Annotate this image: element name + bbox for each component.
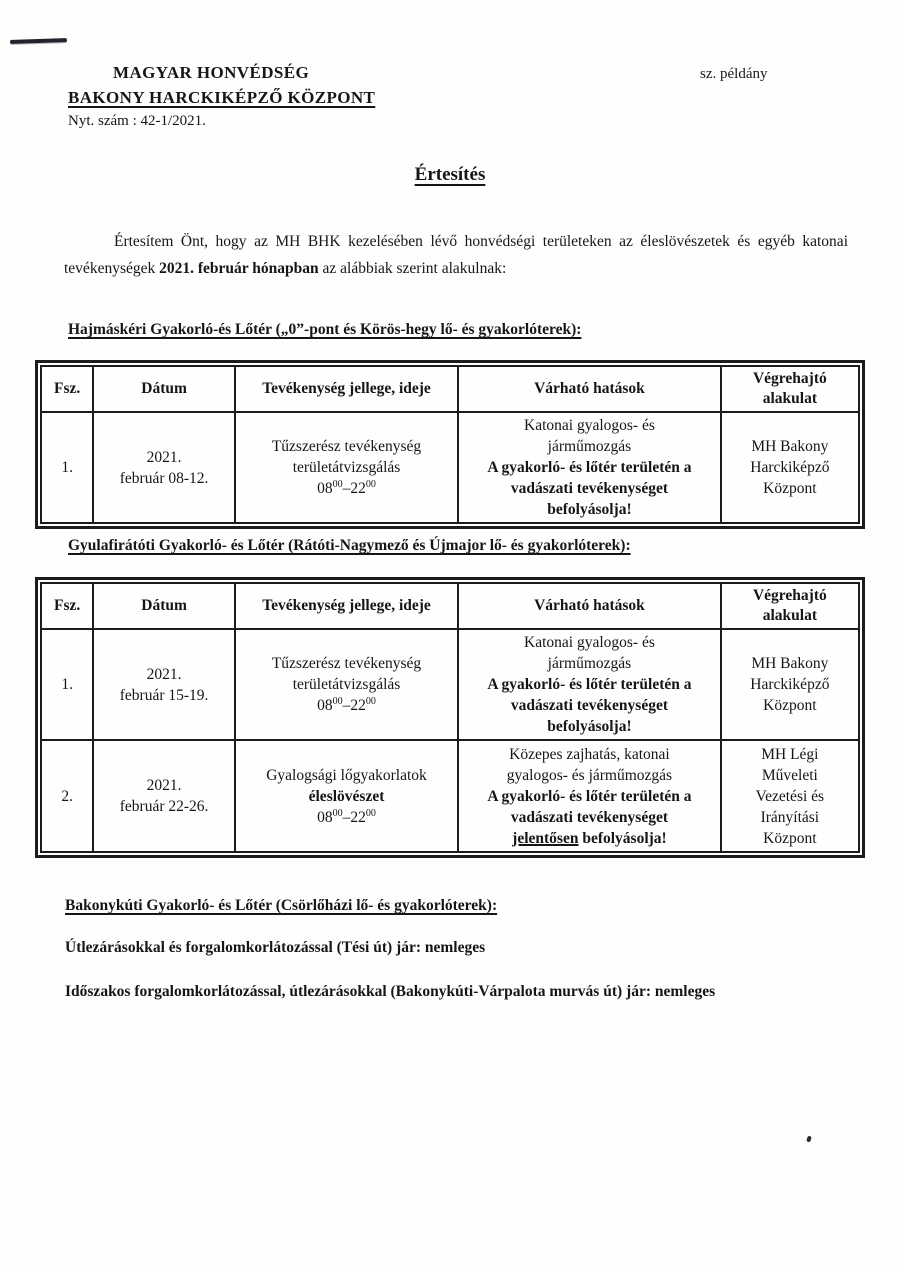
scan-artifact-line xyxy=(10,38,67,44)
cell-effects: Közepes zajhatás, katonai gyalogos- és járműmozgás A gyakorló- és lőtér területén a vadászati tevékenységet jelentősen befolyásolja! xyxy=(458,740,721,852)
activity-time: $08^{00}-22^{00}$ xyxy=(317,478,376,497)
registry-number: Nyt. szám : 42-1/2021. xyxy=(68,113,206,129)
org-name-line2: BAKONY HARCKIKÉPZŐ KÖZPONT xyxy=(68,88,376,107)
col-header-vegrehajto: Végrehajtó alakulat xyxy=(721,583,859,629)
table-gyulafiratoti xyxy=(35,577,865,858)
col-header-fsz: Fsz. xyxy=(41,583,93,629)
cell-date: 2021. február 08-12. xyxy=(93,412,235,523)
cell-unit: MH Bakony Harckiképző Központ xyxy=(721,412,859,523)
table-row xyxy=(41,740,859,852)
cell-fsz: 2. xyxy=(41,740,93,852)
intro-text-2: az alábbiak szerint alakulnak: xyxy=(318,260,507,277)
scan-speck xyxy=(806,1136,812,1143)
road-closure-line-2: Időszakos forgalomkorlátozással, útlezárásokkal (Bakonykúti-Várpalota murvás út) jár: nemleges xyxy=(65,983,716,1000)
cell-activity: Tűzszerész tevékenység területátvizsgálás $08^{00}-22^{00}$ xyxy=(235,629,458,740)
road-closure-line-1: Útlezárásokkal és forgalomkorlátozással (Tési út) jár: nemleges xyxy=(65,939,486,956)
cell-fsz: 1. xyxy=(41,629,93,740)
col-header-vegrehajto: Végrehajtó alakulat xyxy=(721,366,859,412)
table-header-row xyxy=(41,366,859,412)
cell-date: 2021. február 22-26. xyxy=(93,740,235,852)
col-header-tevekenyseg: Tevékenység jellege, ideje xyxy=(235,583,458,629)
cell-activity: Gyalogsági lőgyakorlatok éleslövészet $08^{00}-22^{00}$ xyxy=(235,740,458,852)
table-hajmaskeri xyxy=(35,360,865,529)
table-row xyxy=(41,629,859,740)
org-name-line1: MAGYAR HONVÉDSÉG xyxy=(113,63,310,82)
col-header-varhato: Várható hatások xyxy=(458,583,721,629)
col-header-datum: Dátum xyxy=(93,583,235,629)
col-header-fsz: Fsz. xyxy=(41,366,93,412)
cell-unit: MH Légi Műveleti Vezetési és Irányítási Központ xyxy=(721,740,859,852)
document-title: Értesítés xyxy=(414,164,486,185)
col-header-tevekenyseg: Tevékenység jellege, ideje xyxy=(235,366,458,412)
intro-paragraph xyxy=(64,228,848,282)
table-row xyxy=(41,412,859,523)
section-heading-bakonykuti: Bakonykúti Gyakorló- és Lőtér (Csörlőházi lő- és gyakorlóterek): xyxy=(65,897,498,914)
intro-text-bold: 2021. február hónapban xyxy=(159,260,319,277)
table-header-row xyxy=(41,583,859,629)
intro-text-1: Értesítem Önt, hogy az MH BHK kezelésében lévő honvédségi területeken az éleslövészetek és egyéb katonai tevékenységek xyxy=(64,233,848,277)
col-header-datum: Dátum xyxy=(93,366,235,412)
cell-unit: MH Bakony Harckiképző Központ xyxy=(721,629,859,740)
activity-time: $08^{00}-22^{00}$ xyxy=(317,695,376,714)
col-header-varhato: Várható hatások xyxy=(458,366,721,412)
section-heading-hajmaskeri: Hajmáskéri Gyakorló-és Lőtér („0”-pont és Körös-hegy lő- és gyakorlóterek): xyxy=(68,321,582,338)
copy-number-label: sz. példány xyxy=(700,66,768,82)
cell-effects: Katonai gyalogos- és járműmozgás A gyakorló- és lőtér területén a vadászati tevékenységet befolyásolja! xyxy=(458,412,721,523)
section-heading-gyulafiratoti: Gyulafirátóti Gyakorló- és Lőtér (Rátóti-Nagymező és Újmajor lő- és gyakorlóterek): xyxy=(68,537,631,554)
cell-activity: Tűzszerész tevékenység területátvizsgálás $08^{00}-22^{00}$ xyxy=(235,412,458,523)
cell-date: 2021. február 15-19. xyxy=(93,629,235,740)
activity-time: $08^{00}-22^{00}$ xyxy=(317,807,376,826)
cell-fsz: 1. xyxy=(41,412,93,523)
cell-effects: Katonai gyalogos- és járműmozgás A gyakorló- és lőtér területén a vadászati tevékenységet befolyásolja! xyxy=(458,629,721,740)
